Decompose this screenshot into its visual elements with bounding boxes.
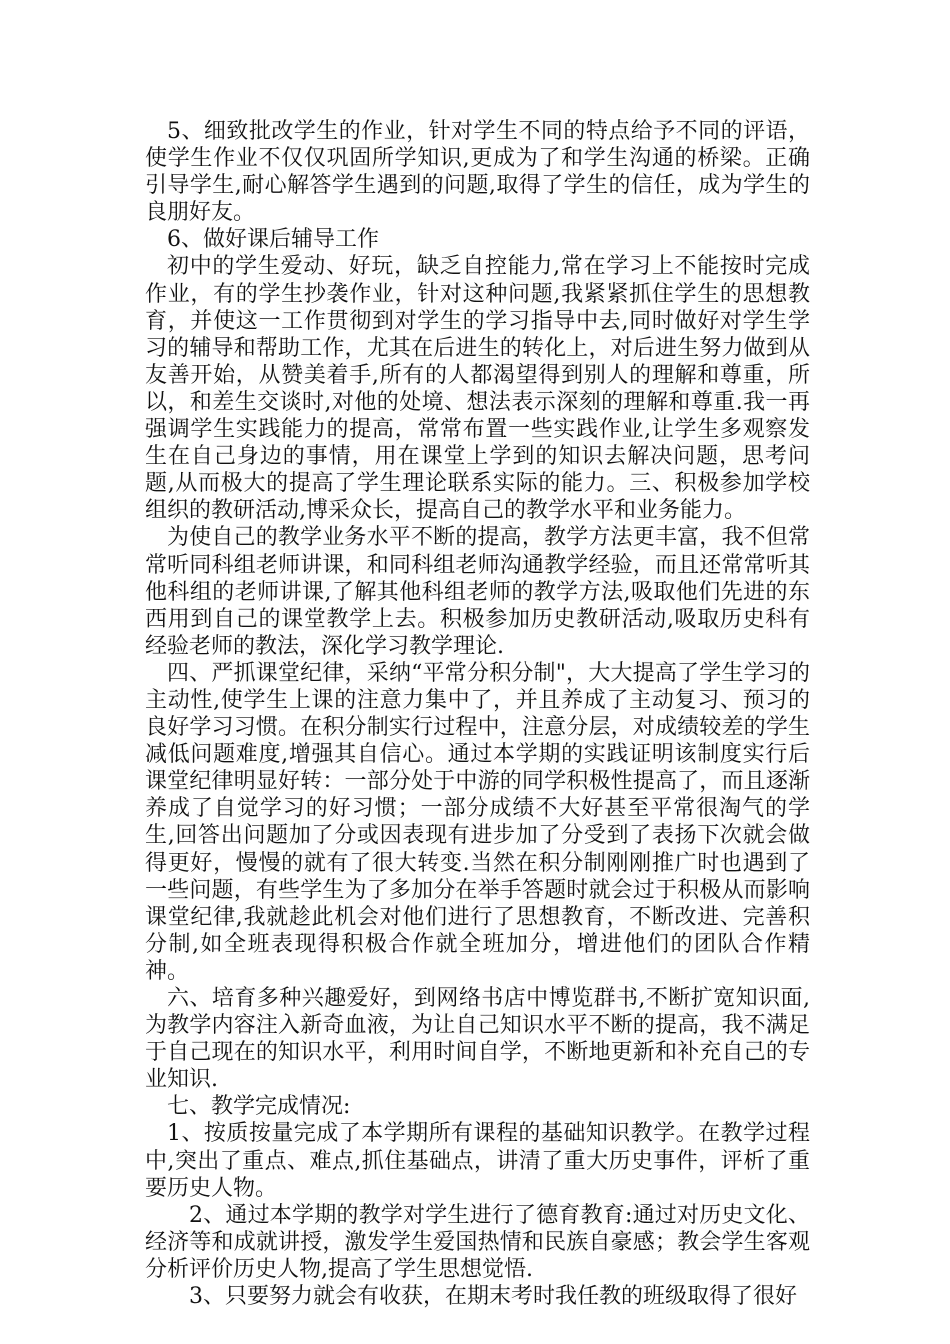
paragraph-item-3: 3、只要努力就会有收获，在期末考时我任教的班级取得了很好 <box>189 1284 797 1310</box>
document-body <box>145 118 810 1310</box>
heading-teaching-completion: 七、教学完成情况: <box>167 1094 351 1120</box>
paragraph-item-1: 1、按质按量完成了本学期所有课程的基础知识教学。在教学过程中,突出了重点、难点,抓住基础点，讲清了重大历史事件，评析了重要历史人物。 <box>145 1121 810 1201</box>
paragraph-classroom-discipline: 四、严抓课堂纪律，采纳“平常分积分制"，大大提高了学生学习的主动性,使学生上课的注意力集中了，并且养成了主动复习、预习的良好学习习惯。在积分制实行过程中，注意分层，对成绩较差的学生减低问题难度,增强其自信心。通过本学期的实践证明该制度实行后课堂纪律明显好转：一部分处于中游的同学积极性提高了，而且逐渐养成了自觉学习的好习惯；一部分成绩不大好甚至平常很淘气的学生,回答出问题加了分或因表现有进步加了分受到了表扬下次就会做得更好，慢慢的就有了很大转变.当然在积分制刚刚推广时也遇到了一些问题，有些学生为了多加分在举手答题时就会过于积极从而影响课堂纪律,我就趁此机会对他们进行了思想教育，不断改进、完善积分制,如全班表现得积极合作就全班加分，增进他们的团队合作精神。 <box>145 660 810 984</box>
paragraph-tutoring-details: 初中的学生爱动、好玩，缺乏自控能力,常在学习上不能按时完成作业，有的学生抄袭作业，针对这种问题,我紧紧抓住学生的思想教育，并使这一工作贯彻到对学生的学习指导中去,同时做好对学生学习的辅导和帮助工作，尤其在后进生的转化上，对后进生努力做到从友善开始，从赞美着手,所有的人都渴望得到别人的理解和尊重，所以，和差生交谈时,对他的处境、想法表示深刻的理解和尊重.我一再强调学生实践能力的提高，常常布置一些实践作业,让学生多观察发生在自己身边的事情，用在课堂上学到的知识去解决问题，思考问题,从而极大的提高了学生理论联系实际的能力。三、积极参加学校组织的教研活动,博采众长，提高自己的教学水平和业务能力。 <box>145 254 810 524</box>
paragraph-correct-homework: 5、细致批改学生的作业，针对学生不同的特点给予不同的评语，使学生作业不仅仅巩固所学知识,更成为了和学生沟通的桥梁。正确引导学生,耐心解答学生遇到的问题,取得了学生的信任，成为学生的良朋好友。 <box>145 119 810 226</box>
heading-after-class-tutoring: 6、做好课后辅导工作 <box>167 227 379 253</box>
paragraph-item-2: 2、通过本学期的教学对学生进行了德育教育:通过对历史文化、经济等和成就讲授，激发学生爱国热情和民族自豪感；教会学生客观分析评价历史人物,提高了学生思想觉悟. <box>145 1202 810 1282</box>
paragraph-interests: 六、培育多种兴趣爱好，到网络书店中博览群书,不断扩宽知识面,为教学内容注入新奇血液，为让自己知识水平不断的提高，我不满足于自己现在的知识水平，利用时间自学，不断地更新和补充自己的专业知识. <box>145 986 810 1093</box>
paragraph-teaching-level: 为使自己的教学业务水平不断的提高，教学方法更丰富，我不但常常听同科组老师讲课，和同科组老师沟通教学经验，而且还常常听其他科组的老师讲课,了解其他科组老师的教学方法,吸取他们先进的东西用到自己的课堂教学上去。积极参加历史教研活动,吸取历史科有经验老师的教法，深化学习教学理论. <box>145 525 810 659</box>
